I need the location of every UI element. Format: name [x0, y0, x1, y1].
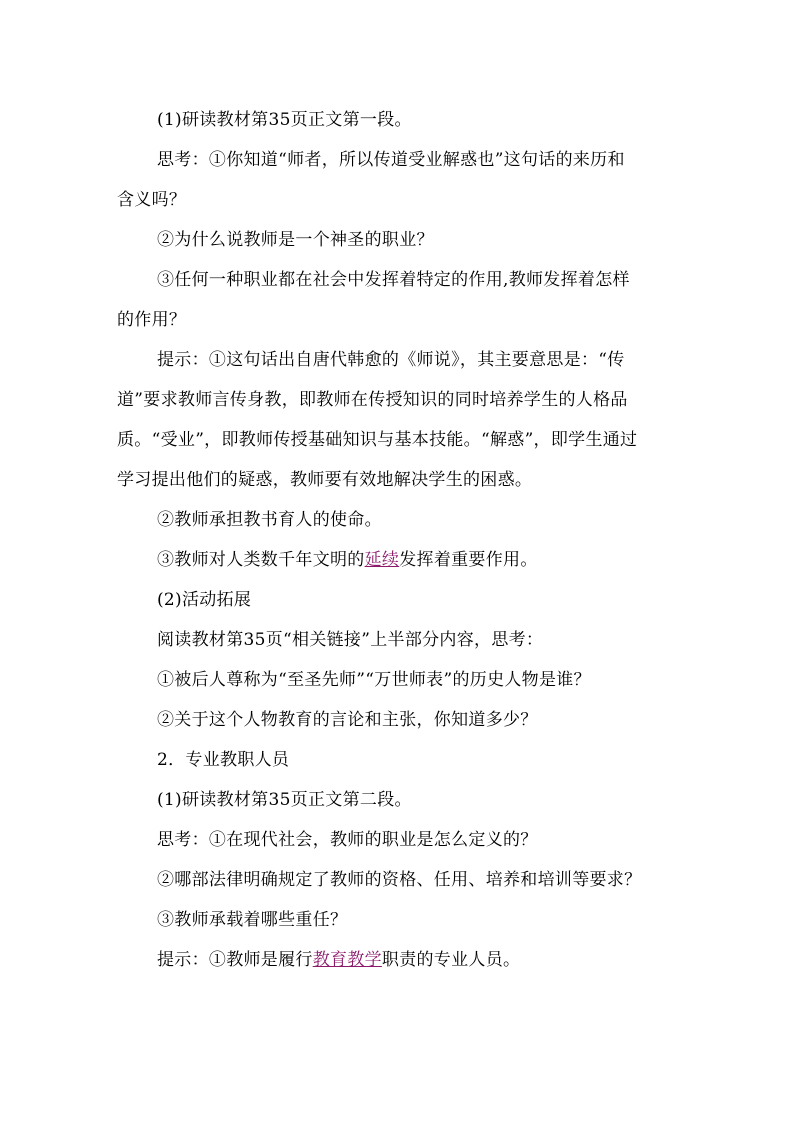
paragraph-hint-4: [117, 940, 682, 980]
paragraph-hint-4-after: 职责的专业人员。: [381, 950, 521, 970]
paragraph-think-4: 思考：①在现代社会，教师的职业是怎么定义的？: [157, 830, 538, 850]
paragraph-think-6: ③教师承载着哪些重任？: [157, 910, 348, 930]
paragraph-hint-3-after: 发挥着重要作用。: [399, 550, 538, 570]
paragraph-hint-4-before: 提示：①教师是履行: [157, 950, 313, 970]
paragraph-think-1-line-1: 思考：①你知道“师者，所以传道受业解惑也”这句话的来历和: [157, 150, 625, 170]
paragraph-hint-1-line-3: 质。“受业”，即教师传授基础知识与基本技能。“解惑”，即学生通过: [117, 430, 638, 450]
paragraph-reading-2: 阅读教材第35页“相关链接”上半部分内容，思考：: [157, 630, 544, 650]
paragraph-hint-1-line-4: 学习提出他们的疑惑，教师要有效地解决学生的困惑。: [117, 470, 533, 490]
paragraph-question-2: ②关于这个人物教育的言论和主张，你知道多少？: [157, 710, 538, 730]
paragraph-hint-3-before: ③教师对人类数千年文明的: [157, 550, 365, 570]
paragraph-question-1: ①被后人尊称为“至圣先师”“万世师表”的历史人物是谁？: [157, 670, 591, 690]
paragraph-hint-1-line-1: 提示：①这句话出自唐代韩愈的《师说》，其主要意思是：“传: [157, 350, 625, 370]
paragraph-think-1-line-2: 含义吗？: [117, 190, 187, 210]
paragraph-hint-3: [117, 540, 682, 580]
paragraph-hint-1-line-2: 道”要求教师言传身教，即教师在传授知识的同时培养学生的人格品: [117, 390, 628, 410]
section-heading-professional-staff: 2．专业教职人员: [157, 750, 290, 770]
link-continuation[interactable]: 延续: [364, 550, 400, 570]
paragraph-hint-2: ②教师承担教书育人的使命。: [157, 510, 382, 530]
paragraph-think-5: ②哪部法律明确规定了教师的资格、任用、培养和培训等要求？: [157, 870, 642, 890]
link-education-teaching[interactable]: 教育教学: [312, 950, 382, 970]
paragraph-think-2: ②为什么说教师是一个神圣的职业？: [157, 230, 434, 250]
paragraph-reading-1: (1)研读教材第35页正文第一段。: [157, 110, 412, 130]
paragraph-think-3-line-2: 的作用？: [117, 310, 187, 330]
paragraph-activity-heading: (2)活动拓展: [157, 590, 252, 610]
paragraph-think-3-line-1: ③任何一种职业都在社会中发挥着特定的作用,教师发挥着怎样: [157, 270, 630, 290]
paragraph-reading-3: (1)研读教材第35页正文第二段。: [157, 790, 412, 810]
document-body: [117, 100, 682, 980]
